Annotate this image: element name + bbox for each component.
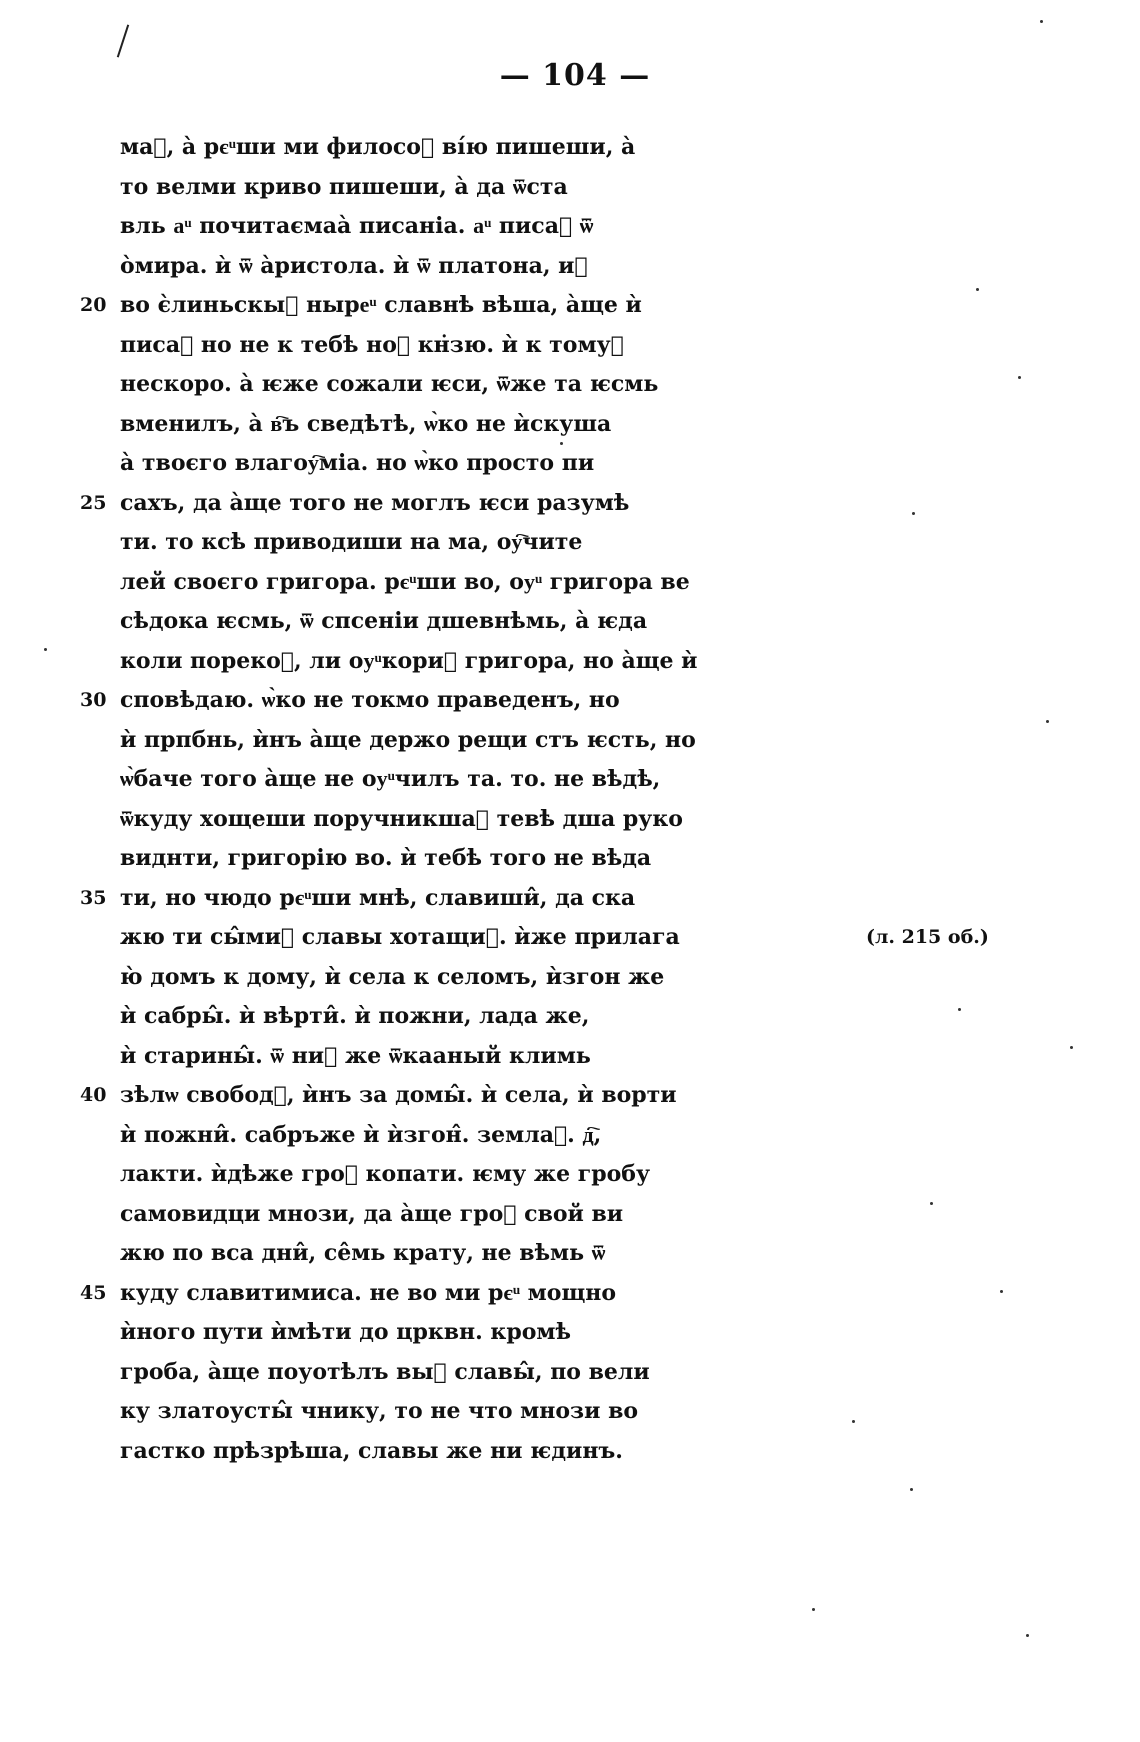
line-text: ти. то ксѣ приводиши на ма, оу҇чите <box>120 529 583 555</box>
line-text: сахъ, да а̀ще того не моглъ ѥси разумѣ <box>120 489 630 516</box>
line-number: 25 <box>80 491 107 514</box>
text-line <box>80 128 720 168</box>
line-text: ѝ сабры̂. ѝ вѣрти̂. ѝ пожни, лада же, <box>120 1003 590 1029</box>
text-line <box>80 839 720 879</box>
text-line <box>80 365 720 405</box>
text-line <box>80 523 720 563</box>
line-number: 45 <box>80 1281 107 1304</box>
line-text: зѣлѡ свободᷮ, ѝнъ за домы̂. ѝ села, ѝ ворти <box>120 1082 677 1108</box>
line-text: ѝного пути ѝмѣти до црквн. кромѣ <box>120 1319 571 1345</box>
text-line <box>80 1116 720 1156</box>
line-text: сѣдока ѥсмь, ѿ спсеніи дшевнѣмь, а̀ ѥда <box>120 608 648 634</box>
text-line <box>80 484 720 524</box>
line-text: маᷪ, а̀ рєͧши ми филосоᷮ ві́ю пишеши, а̀ <box>120 134 636 160</box>
line-text: ѡ̀баче того а̀ще не оуͧчилъ та. то. не вѣдѣ, <box>120 766 661 792</box>
line-text: писаᷮ но не к тебѣ ноᷬ кн̇зю. ѝ к томуᷮ <box>120 331 624 358</box>
line-number: 40 <box>80 1084 107 1106</box>
line-text: гроба, а̀ще поуотѣлъ выᷮ славы̂, по вели <box>120 1358 650 1385</box>
line-text: лакти. ѝдѣже гроᷬ копати. ѥму же гробу <box>120 1161 651 1187</box>
paper-speck <box>1000 1290 1003 1293</box>
paper-speck <box>930 1202 933 1205</box>
line-number: 30 <box>80 689 107 711</box>
text-line <box>80 918 720 958</box>
text-line <box>80 1155 720 1195</box>
line-number: 35 <box>80 886 107 909</box>
text-line <box>80 602 720 642</box>
text-line <box>80 444 720 484</box>
text-line <box>80 1432 720 1472</box>
paper-speck <box>1018 376 1021 379</box>
line-text: вменилъ, а̀ в҇ъ сведѣтѣ, ѡ̀ко не ѝскуша <box>120 410 612 437</box>
paper-speck <box>560 442 563 445</box>
text-line <box>80 681 720 721</box>
paper-speck <box>1070 1046 1073 1049</box>
line-text: вль аͧ почитаємаа̀ писаніа. аͧ писаᷮ ѿ <box>120 213 594 239</box>
line-text: ѝ старины̂. ѿ ниᷮ же ѿкааный климь <box>120 1042 591 1069</box>
line-text: ѝ прпбнь, ѝнъ а̀ще держо рещи стъ ѥсть, но <box>120 726 696 753</box>
paper-speck <box>910 1488 913 1491</box>
text-line <box>80 207 720 247</box>
paper-speck <box>1040 20 1043 23</box>
text-line <box>80 760 720 800</box>
line-text: гастко прѣзрѣша, славы же ни ѥдинъ. <box>120 1437 623 1464</box>
line-text: ку златоусты̂ чнику, то не что мнози во <box>120 1398 639 1424</box>
text-line <box>80 721 720 761</box>
line-text: ѿкуду хощеши поручникшаᷠ тевѣ дша руко <box>120 805 683 832</box>
text-line <box>80 997 720 1037</box>
line-text: коли порекоᷮ, ли оуͧкориᷮ григора, но а̀ще ѝ <box>120 647 698 674</box>
line-text: то велми криво пишеши, а̀ да ѿста <box>120 173 568 200</box>
line-text: лей своєго григора. рєͧши во, оуͧ григора ве <box>120 568 690 595</box>
line-text: куду славитимиса. не во ми рєͧ мощно <box>120 1279 617 1306</box>
page-number: — 104 — <box>499 58 651 93</box>
text-line <box>80 1076 720 1116</box>
line-text: самовидци мнози, да а̀ще гроᷬ свой ви <box>120 1200 624 1227</box>
line-text: о̀мира. ѝ ѿ а̀ристола. ѝ ѿ платона, иᷪ <box>120 252 588 279</box>
text-line <box>80 405 720 445</box>
line-number: 20 <box>80 294 107 316</box>
text-line <box>80 1353 720 1393</box>
paper-speck <box>976 288 979 291</box>
line-text: жю по вса дни̂, се̂мь крату, не вѣмь ѿ <box>120 1240 606 1266</box>
text-line <box>80 1392 720 1432</box>
paper-speck <box>1026 1634 1029 1637</box>
text-line <box>80 1313 720 1353</box>
line-text: ю̀ домъ к дому, ѝ села к селомъ, ѝзгон же <box>120 963 665 990</box>
text-line <box>80 1274 720 1314</box>
line-text: виднти, григорію во. ѝ тебѣ того не вѣда <box>120 845 652 871</box>
text-line <box>80 879 720 919</box>
text-line <box>80 1037 720 1077</box>
paper-speck <box>958 1008 961 1011</box>
paper-speck <box>1046 720 1049 723</box>
text-block <box>80 128 720 1471</box>
paper-speck <box>812 1608 815 1611</box>
line-text: ѝ пожни̂. сабръже ѝ ѝзгон̂. землаᷠ. д҇, <box>120 1121 602 1148</box>
line-text: нескоро. а̀ ѥже сожали ѥси, ѿже та ѥсмь <box>120 371 659 397</box>
text-line <box>80 1195 720 1235</box>
text-line <box>80 563 720 603</box>
pencil-mark <box>117 25 129 58</box>
folio-reference: (л. 215 об.) <box>866 926 989 948</box>
text-line <box>80 326 720 366</box>
line-text: жю ти сы̂миᷮ славы хотащиᷮ. ѝже прилага <box>120 924 680 950</box>
text-line <box>80 286 720 326</box>
text-line <box>80 958 720 998</box>
line-text: ти, но чюдо рєͧши мнѣ, славиши̂, да ска <box>120 884 636 911</box>
text-line <box>80 168 720 208</box>
line-text: а̀ твоєго влагоу҇міа. но ѡ̀ко просто пи <box>120 450 595 476</box>
text-line <box>80 800 720 840</box>
paper-speck <box>44 648 47 651</box>
paper-speck <box>852 1420 855 1423</box>
paper-speck <box>912 512 915 515</box>
text-line <box>80 1234 720 1274</box>
text-line <box>80 642 720 682</box>
line-text: во є̀линьскыᷮ ныреͧ славнѣ вѣша, а̀ще ѝ <box>120 292 642 318</box>
text-line <box>80 247 720 287</box>
line-text: сповѣдаю. ѡ̀ко не токмо праведенъ, но <box>120 687 620 713</box>
